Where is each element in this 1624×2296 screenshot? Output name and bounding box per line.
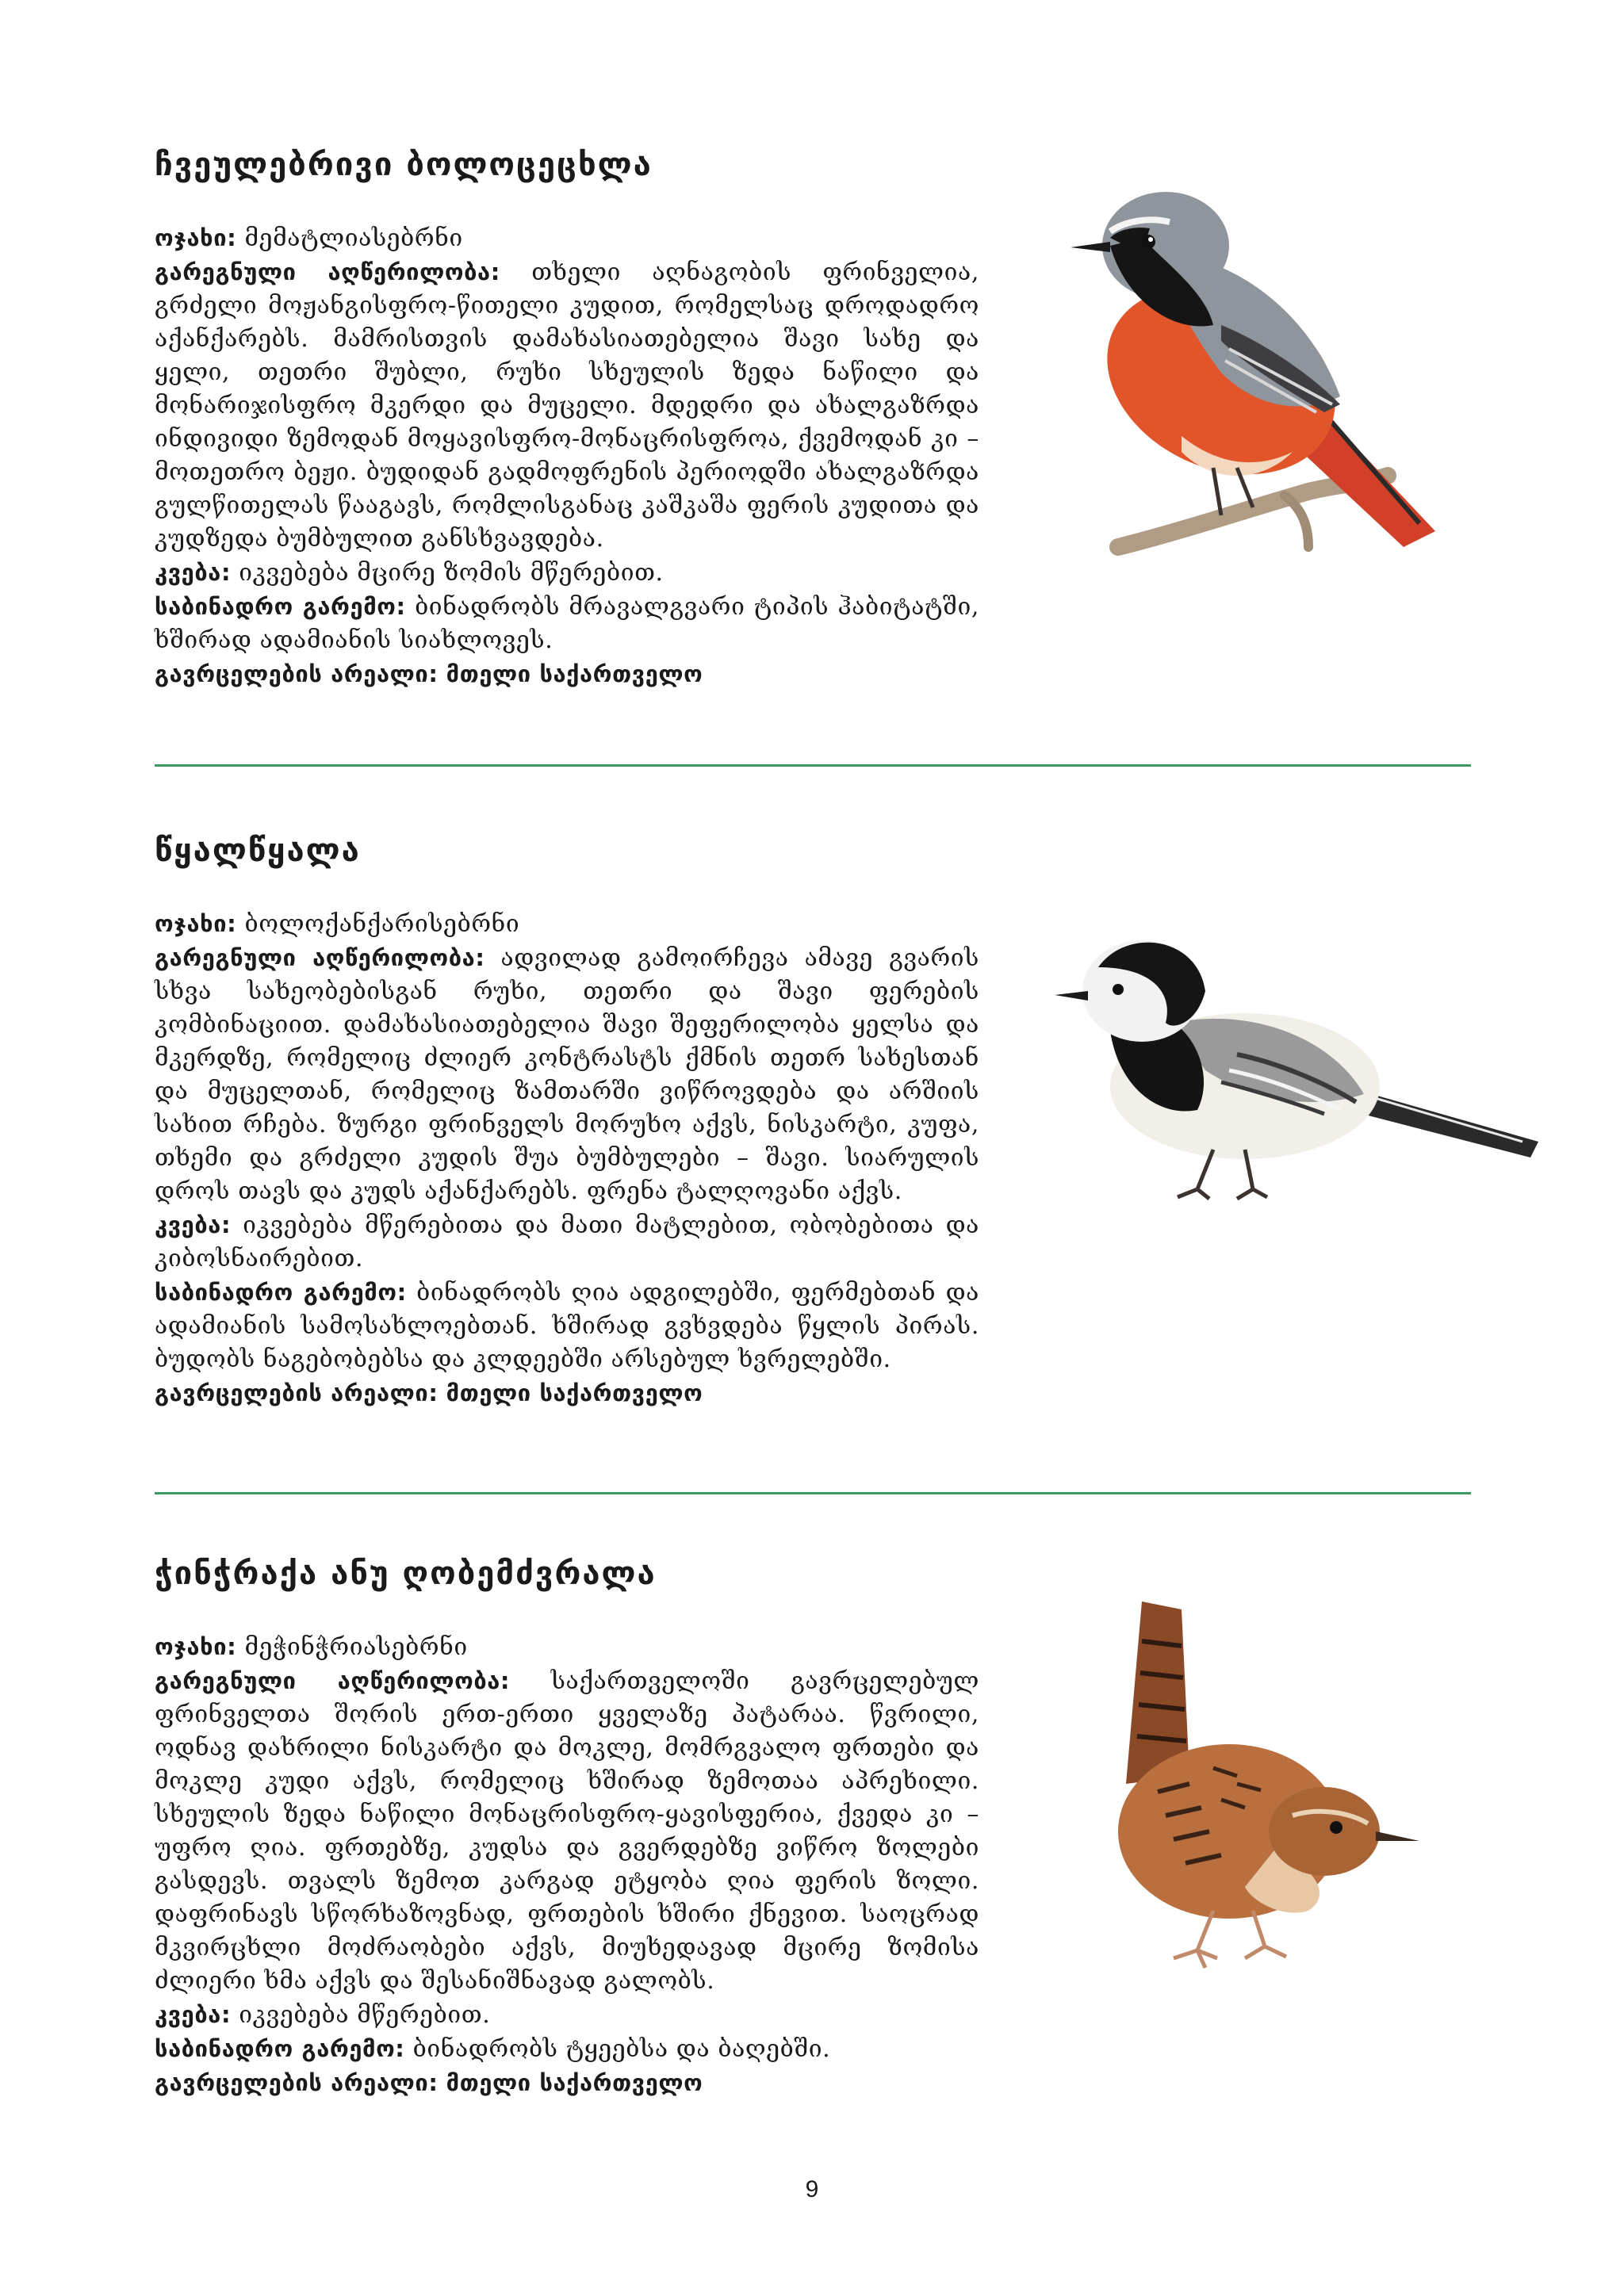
appearance-value: საქართველოში გავრცელებულ ფრინველთა შორის ერთ-ერთი ყველაზე პატარაა. წვრილი, ოდნავ დახრილი ნისკარტი და მოკლე, მომრგვალო ფრთები და მოკლე კუდი აქვს, რომელიც ხშირად ზემოთაა აპრეხილი. სხეულის ზედა ნაწილი მონაცრისფრო-ყავისფერია, ქვედა კი – უფრო ღია. ფრთებზე, კუდსა და გვერდებზე ვიწრო ზოლები გასდევს. თვალს ზემოთ კარგად ეტყობა ღია ფერის ზოლი. დაფრინავს სწორხაზოვნად, ფრთების ხშირი ქნევით. საოცრად მკვირცხლი მოძრაობები აქვს, მიუხედავად მცირე ზომისა ძლიერი ხმა აქვს და შესანიშნავად გალობს. xyxy=(155,1667,979,1995)
range-value: მთელი საქართველო xyxy=(446,660,703,687)
family-value: მემატლიასებრნი xyxy=(244,224,463,252)
redstart-illustration xyxy=(1023,135,1483,603)
food-value: იკვებება მწერებითა და მათი მატლებით, ობობებითა და კიბოსნაირებით. xyxy=(155,1211,979,1272)
appearance-label: გარეგნული აღწერილობა: xyxy=(155,944,485,971)
appearance-value: ადვილად გამოირჩევა ამავე გვარის სხვა სახეობებისგან რუხი, თეთრი და შავი ფერების კომბინაციით. დამახასიათებელია შავი შეფერილობა ყელსა და მკერდზე, რომელიც ძლიერ კონტრასტს ქმნის თეთრ სახესთან და მუცელთან, რომელიც ზამთარში ვიწროვდება და არშიის სახით რჩება. ზურგი ფრინველს მორუხო აქვს, ნისკარტი, კუფა, თხემი და გრძელი კუდის შუა ბუმბულები – შავი. სიარულის დროს თავს და კუდს აქანქარებს. ფრენა ტალღოვანი აქვს. xyxy=(155,944,979,1205)
section-title: ჩვეულებრივი ბოლოცეცხლა xyxy=(155,147,653,183)
section-title: ჭინჭრაქა ანუ ღობემძვრალა xyxy=(155,1556,657,1592)
bird-description xyxy=(155,221,979,691)
range-label: გავრცელების არეალი: xyxy=(155,1380,439,1406)
habitat-label: საბინადრო გარემო: xyxy=(155,2035,405,2062)
habitat-label: საბინადრო გარემო: xyxy=(155,593,406,620)
appearance-label: გარეგნული აღწერილობა: xyxy=(155,258,500,285)
food-label: კვება: xyxy=(155,559,232,586)
family-label: ოჯახი: xyxy=(155,224,237,251)
habitat-label: საბინადრო გარემო: xyxy=(155,1279,407,1306)
habitat-value: ბინადრობს ტყეებსა და ბაღებში. xyxy=(412,2035,831,2063)
habitat-value: ბინადრობს ღია ადგილებში, ფერმებთან და ადამიანის სამოსახლოებთან. ხშირად გვხვდება წყლის პირას. ბუდობს ნაგებობებსა და კლდეებში არსებულ ხვრელებში. xyxy=(155,1279,979,1373)
appearance-label: გარეგნული აღწერილობა: xyxy=(155,1667,511,1694)
bird-description xyxy=(155,1630,979,2100)
wagtail-illustration xyxy=(1015,904,1554,1237)
family-label: ოჯახი: xyxy=(155,1633,237,1660)
appearance-value: თხელი აღნაგობის ფრინველია, გრძელი მოჟანგისფრო-წითელი კუდით, რომელსაც დროდადრო აქანქარებს. მამრისთვის დამახასიათებელია შავი სახე და ყელი, თეთრი შუბლი, რუხი სხეულის ზედა ნაწილი და მონარიჯისფრო მკერდი და მუცელი. მდედრი და ახალგაზრდა ინდივიდი ზემოდან მოყავისფრო-მონაცრისფროა, ქვემოდან კი – მოთეთრო ბეჟი. ბუდიდან გადმოფრენის პერიოდში ახალგაზრდა გულწითელას წააგავს, რომლისგანაც კაშკაშა ფერის კუდითა და კუდზედა ბუმბულით განსხვავდება. xyxy=(155,258,979,553)
food-label: კვება: xyxy=(155,1211,232,1238)
section-title: წყალწყალა xyxy=(155,832,361,869)
page-number: 9 xyxy=(805,2176,819,2202)
wren-illustration xyxy=(1055,1586,1451,1982)
habitat-value: ბინადრობს მრავალგვარი ტიპის ჰაბიტატში, ხშირად ადამიანის სიახლოვეს. xyxy=(155,593,979,654)
range-value: მთელი საქართველო xyxy=(446,2069,703,2096)
range-value: მთელი საქართველო xyxy=(446,1380,703,1406)
family-label: ოჯახი: xyxy=(155,910,237,937)
food-label: კვება: xyxy=(155,2001,232,2028)
family-value: მეჭინჭრიასებრნი xyxy=(244,1633,468,1661)
food-value: იკვებება მცირე ზომის მწერებით. xyxy=(239,559,664,587)
range-label: გავრცელების არეალი: xyxy=(155,660,439,687)
range-label: გავრცელების არეალი: xyxy=(155,2069,439,2096)
food-value: იკვებება მწერებით. xyxy=(239,2001,491,2029)
bird-description xyxy=(155,907,979,1410)
section-divider xyxy=(155,1492,1471,1494)
section-divider xyxy=(155,764,1471,767)
family-value: ბოლოქანქარისებრნი xyxy=(244,910,520,938)
